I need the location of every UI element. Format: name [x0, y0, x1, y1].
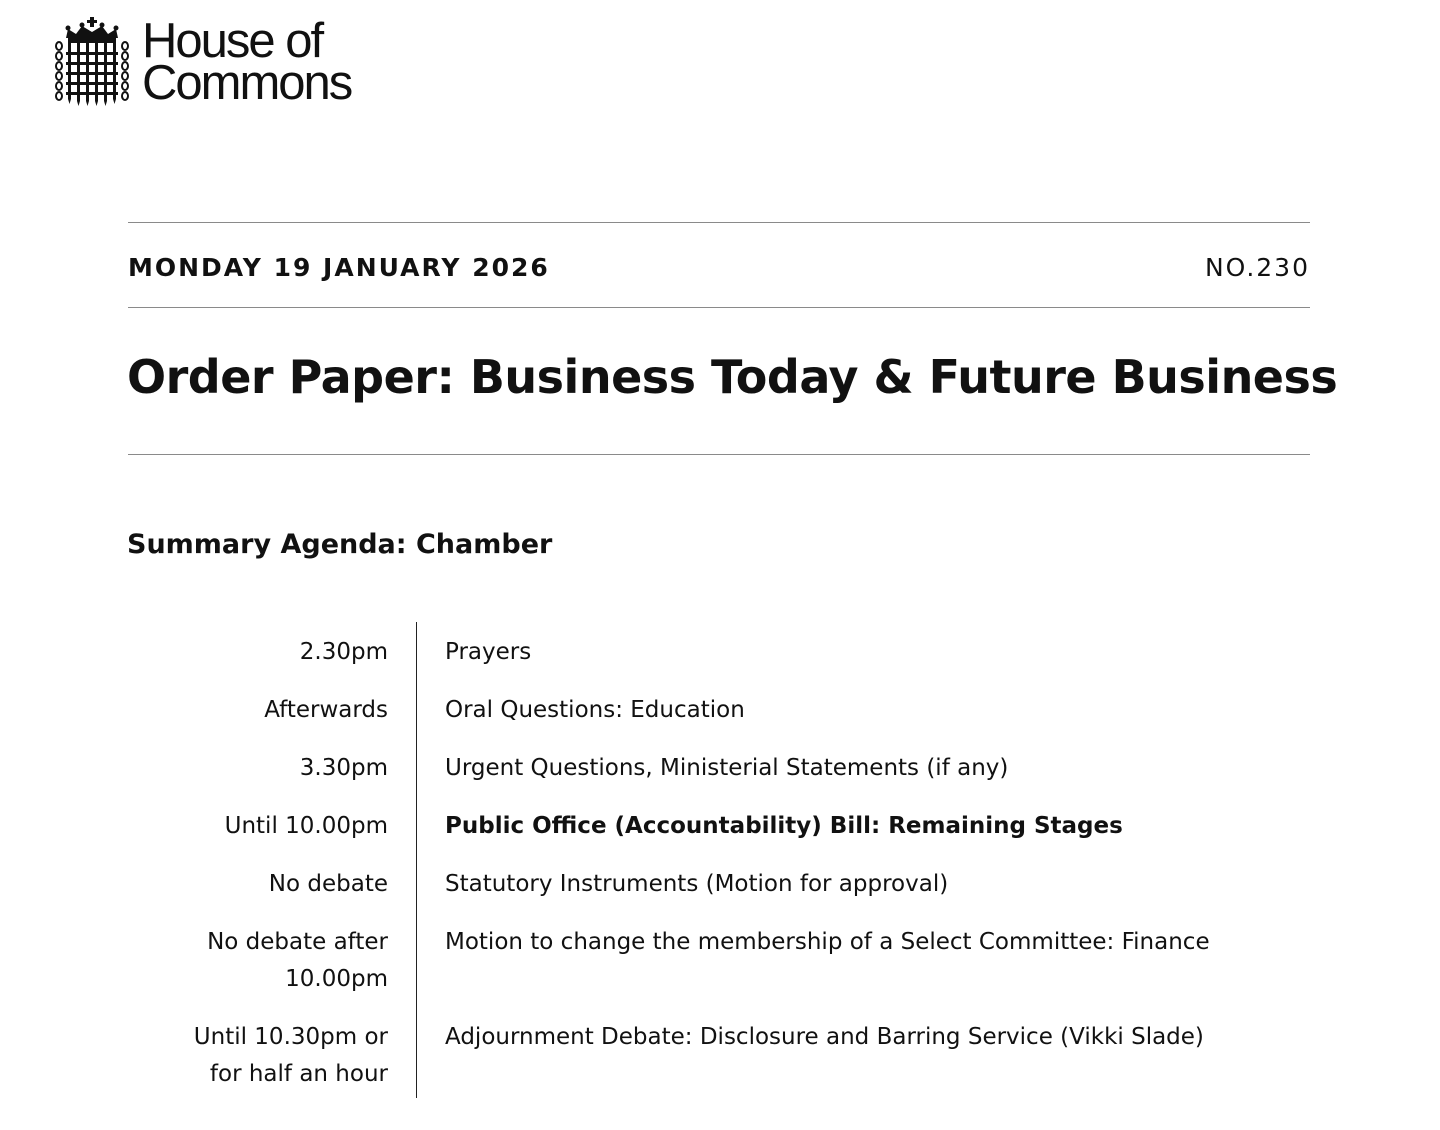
summary-agenda [128, 622, 1310, 1093]
agenda-item: Adjournment Debate: Disclosure and Barring Service (Vikki Slade) [445, 1024, 1204, 1050]
agenda-time: 3.30pm [299, 755, 388, 781]
agenda-divider [416, 622, 417, 1098]
agenda-time: Until 10.00pm [224, 813, 388, 839]
agenda-row [128, 1019, 1310, 1093]
agenda-row [128, 634, 1310, 671]
logo-line-1: House of [142, 14, 323, 68]
agenda-time: Until 10.30pm or for half an hour [193, 1024, 388, 1087]
logo-line-2: Commons [142, 56, 352, 110]
agenda-time: Afterwards [264, 697, 388, 723]
middle-rule [128, 307, 1310, 308]
agenda-item: Prayers [445, 639, 532, 665]
date-heading: MONDAY 19 JANUARY 2026 [128, 253, 550, 282]
section-heading: Summary Agenda: Chamber [127, 529, 553, 560]
logo-wordmark [142, 14, 352, 110]
agenda-row [128, 866, 1310, 903]
agenda-item: Oral Questions: Education [445, 697, 745, 723]
agenda-row [128, 750, 1310, 787]
agenda-item: Public Office (Accountability) Bill: Remaining Stages [445, 813, 1123, 839]
agenda-item: Urgent Questions, Ministerial Statements (if any) [445, 755, 1009, 781]
portcullis-icon [54, 16, 130, 106]
agenda-time: No debate [268, 871, 388, 897]
agenda-row [128, 924, 1310, 998]
order-paper-number: NO.230 [1204, 253, 1310, 282]
top-rule [128, 222, 1310, 223]
agenda-time: No debate after 10.00pm [207, 929, 388, 992]
bottom-rule [128, 454, 1310, 455]
agenda-item: Statutory Instruments (Motion for approval) [445, 871, 949, 897]
agenda-row [128, 692, 1310, 729]
agenda-time: 2.30pm [299, 639, 388, 665]
page-title: Order Paper: Business Today & Future Business [127, 350, 1338, 404]
agenda-item: Motion to change the membership of a Select Committee: Finance [445, 929, 1210, 955]
agenda-row [128, 808, 1310, 845]
house-of-commons-logo [54, 14, 352, 110]
